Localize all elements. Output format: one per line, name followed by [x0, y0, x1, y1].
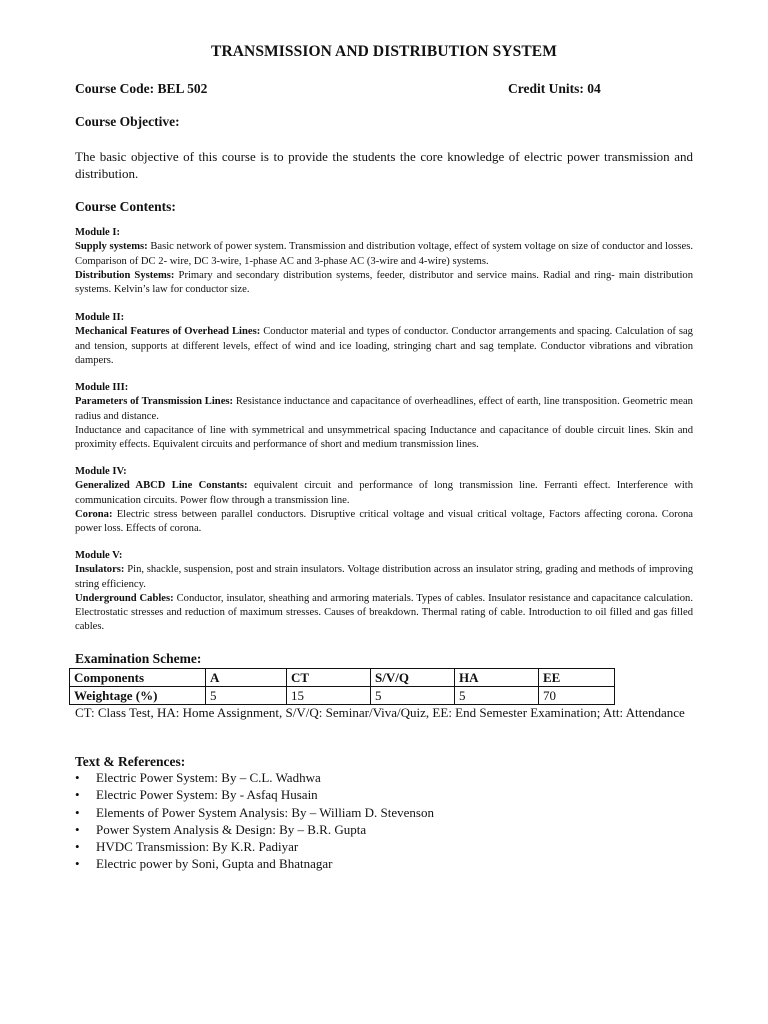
reference-text: Elements of Power System Analysis: By – William D. Stevenson	[96, 804, 434, 820]
table-cell: 5	[455, 687, 539, 705]
module-paragraph	[75, 395, 693, 424]
table-cell: Weightage (%)	[70, 687, 206, 705]
module-paragraph	[75, 325, 693, 368]
exam-table	[69, 668, 615, 705]
reference-text: Electric power by Soni, Gupta and Bhatnagar	[96, 856, 333, 872]
topic-lead: Distribution Systems:	[75, 269, 175, 281]
table-cell: A	[206, 669, 287, 687]
topic-lead: Mechanical Features of Overhead Lines:	[75, 326, 261, 338]
module-title: Module I:	[75, 227, 121, 238]
table-cell: 5	[206, 687, 287, 705]
topic-text: Inductance and capacitance of line with symmetrical and unsymmetrical spacing Inductance and capacitance of double circuit lines. Skin and proximity effects. Equivalent circuits and performance of short and medium transmission lines.	[75, 424, 693, 451]
list-item	[75, 855, 434, 872]
topic-text: Pin, shackle, suspension, post and strain insulators. Voltage distribution across an insulator string, grading and methods of improving string efficiency.	[75, 564, 693, 590]
list-item	[75, 804, 434, 821]
course-code-line	[75, 81, 615, 97]
module-paragraph	[75, 240, 693, 269]
module-title: Module II:	[75, 312, 125, 323]
module-title: Module IV:	[75, 466, 127, 477]
exam-note: CT: Class Test, HA: Home Assignment, S/V/Q: Seminar/Viva/Quiz, EE: End Semester Examination; Att: Attendance	[75, 705, 685, 720]
bullet-icon: •	[75, 787, 80, 803]
reference-text: Power System Analysis & Design: By – B.R. Gupta	[96, 821, 367, 837]
topic-lead: Insulators:	[75, 564, 125, 576]
contents-heading: Course Contents:	[75, 199, 176, 214]
course-code-label: Course Code:	[75, 81, 155, 96]
table-cell: 70	[539, 687, 615, 705]
references-heading: Text & References:	[75, 754, 186, 769]
module-paragraph	[75, 563, 693, 592]
bullet-icon: •	[75, 839, 80, 855]
table-row	[70, 687, 615, 705]
topic-lead: Supply systems:	[75, 241, 148, 253]
list-item	[75, 821, 434, 838]
module-paragraph	[75, 269, 693, 298]
module-4	[75, 465, 693, 536]
list-item	[75, 838, 434, 855]
table-header-row	[70, 669, 615, 687]
table-cell: EE	[539, 669, 615, 687]
module-title: Module III:	[75, 382, 129, 393]
module-paragraph	[75, 592, 693, 635]
topic-text: Basic network of power system. Transmission and distribution voltage, effect of system voltage on size of conductor and losses. Comparison of DC 2- wire, DC 3-wire, 1-phase AC and 3-phase AC (3-wire and 4-wire) systems.	[75, 241, 693, 267]
topic-text: Electric stress between parallel conductors. Disruptive critical voltage and visual critical voltage, Factors affecting corona. Corona power loss. Effects of corona.	[75, 508, 693, 535]
module-title: Module V:	[75, 550, 123, 561]
topic-text: Primary and secondary distribution systems, feeder, distributor and service mains. Radial and ring- main distribution systems. Kelvin’s law for conductor size.	[75, 269, 693, 296]
objective-text: The basic objective of this course is to provide the students the core knowledge of electric power transmission and distribution.	[75, 149, 693, 181]
table-cell: CT	[287, 669, 371, 687]
bullet-icon: •	[75, 804, 80, 820]
topic-text: Resistance inductance and capacitance of overheadlines, effect of earth, line transposition. Geometric mean radius and distance.	[75, 396, 693, 422]
course-code-value: BEL 502	[157, 81, 208, 96]
topic-text: Conductor material and types of conductor. Conductor arrangements and spacing. Calculation of sag and tension, supports at different levels, effect of wind and ice loading, stringing chart and sag template. Conductor vibrations and vibration dampers.	[75, 326, 693, 366]
module-2	[75, 311, 693, 368]
table-cell: S/V/Q	[371, 669, 455, 687]
reference-text: Electric Power System: By - Asfaq Husain	[96, 787, 318, 803]
module-3	[75, 381, 693, 452]
page-title: TRANSMISSION AND DISTRIBUTION SYSTEM	[211, 43, 557, 60]
module-1	[75, 226, 693, 297]
topic-lead: Corona:	[75, 508, 113, 520]
topic-lead: Generalized ABCD Line Constants:	[75, 480, 248, 492]
bullet-icon: •	[75, 856, 80, 872]
table-cell: Components	[70, 669, 206, 687]
exam-heading: Examination Scheme:	[75, 651, 202, 666]
reference-text: Electric Power System: By – C.L. Wadhwa	[96, 770, 321, 785]
objective-heading: Course Objective:	[75, 114, 180, 129]
module-5	[75, 549, 693, 635]
topic-text: Conductor, insulator, sheathing and armoring materials. Types of cables. Insulator resistance and capacitance calculation. Electrostatic stresses and reduction of maximum stresses. Causes of breakdown. Thermal rating of cable. Introduction to oil filled and gas filled cables.	[75, 592, 693, 633]
table-cell: 5	[371, 687, 455, 705]
module-paragraph	[75, 479, 693, 508]
bullet-icon: •	[75, 821, 80, 837]
topic-text: equivalent circuit and performance of long transmission line. Ferranti effect. Interference with communication circuits. Power flow through a transmission line.	[75, 480, 694, 506]
table-cell: 15	[287, 687, 371, 705]
bullet-icon: •	[75, 770, 80, 785]
module-paragraph	[75, 424, 693, 453]
references-list	[75, 769, 434, 873]
list-item	[75, 786, 434, 803]
reference-text: HVDC Transmission: By K.R. Padiyar	[96, 839, 299, 855]
list-item	[75, 769, 434, 786]
topic-lead: Underground Cables:	[75, 592, 174, 604]
module-paragraph	[75, 508, 693, 537]
table-cell: HA	[455, 669, 539, 687]
topic-lead: Parameters of Transmission Lines:	[75, 396, 234, 408]
credit-units: Credit Units: 04	[508, 81, 601, 96]
